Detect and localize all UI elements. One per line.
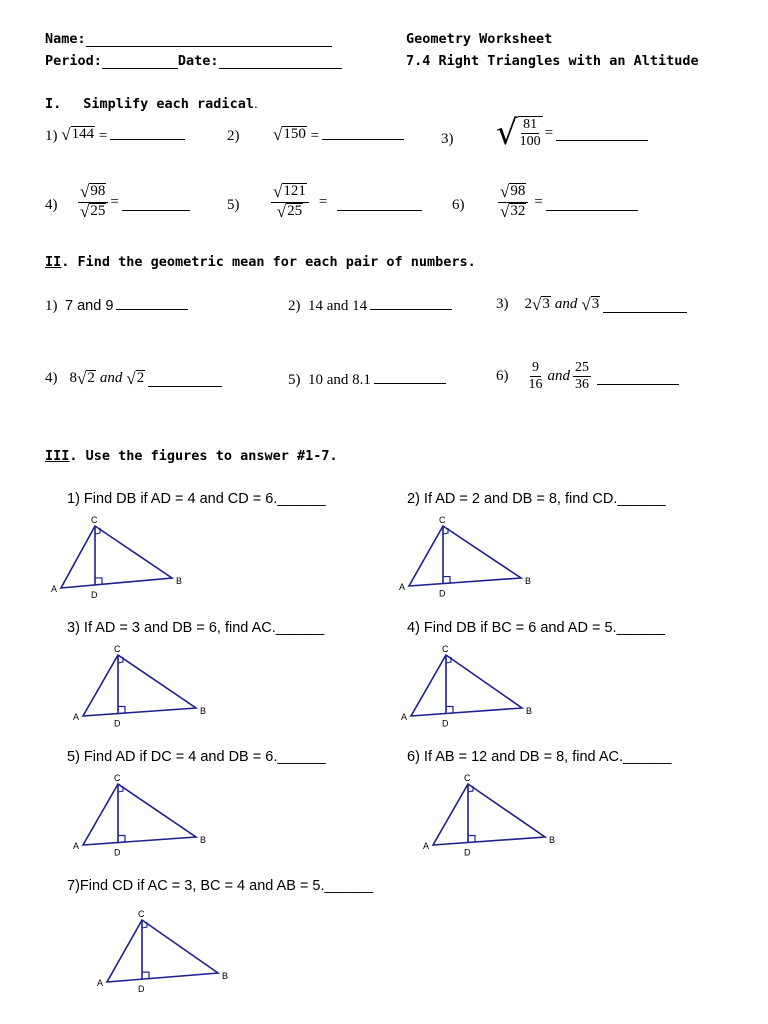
label-a-1: A — [51, 584, 58, 594]
s3-p7-answer-blank[interactable]: ______ — [324, 878, 373, 894]
s3-p3-text: 3) If AD = 3 and DB = 6, find AC. — [67, 620, 276, 636]
worksheet-title: Geometry Worksheet — [406, 31, 553, 47]
s2-p4-coef: 8 — [69, 370, 77, 386]
s2-p6-and: and — [547, 368, 570, 385]
label-a-7: A — [97, 978, 104, 988]
s2-problem-3: 3) 2 √ 3 and √ 3 — [496, 296, 687, 313]
s2-problem-4: 4) 8 √ 2 and √ 2 — [45, 370, 222, 387]
label-b-5: B — [200, 835, 207, 845]
s3-p4-answer-blank[interactable]: ______ — [616, 620, 665, 636]
s2-p5-number: 5) — [288, 372, 301, 388]
equals-sign: = — [544, 124, 554, 141]
s1-p3-number: 3) — [441, 131, 454, 147]
triangle-3 — [83, 655, 196, 716]
s2-p2-number: 2) — [288, 298, 301, 314]
label-c-4: C — [442, 644, 449, 654]
label-d-5: D — [114, 847, 121, 858]
section-1-period: . — [253, 96, 258, 111]
s1-p6-number: 6) — [452, 197, 465, 213]
fraction-sqrt98-sqrt32: √ 98 √ 32 — [498, 183, 528, 222]
label-c-2: C — [439, 515, 446, 525]
triangle-6 — [433, 784, 545, 845]
s3-p1-text: 1) Find DB if AD = 4 and CD = 6. — [67, 491, 278, 507]
s3-p5-text: 5) Find AD if DC = 4 and DB = 6. — [67, 749, 278, 765]
s2-p4-and: and — [99, 370, 123, 386]
s1-p5-number: 5) — [227, 197, 240, 213]
equals-sign: = — [110, 194, 119, 210]
s2-p4-rad-b: 2 — [136, 370, 145, 387]
equals-sign: = — [98, 128, 108, 144]
label-d-4: D — [442, 718, 449, 729]
fraction-sqrt98-sqrt25: √ 98 √ 25 — [78, 183, 108, 222]
s3-p6-text: 6) If AB = 12 and DB = 8, find AC. — [407, 749, 624, 765]
s2-p3-coef: 2 — [524, 296, 532, 312]
label-c-1: C — [91, 515, 98, 525]
s2-p2-text: 14 and 14 — [308, 298, 368, 314]
label-b-6: B — [549, 835, 556, 845]
label-c-5: C — [114, 773, 121, 783]
label-c-3: C — [114, 644, 121, 654]
label-b-7: B — [222, 971, 229, 981]
section-3-numeral: III — [45, 448, 70, 464]
label-b-3: B — [200, 706, 207, 716]
triangle-4 — [411, 655, 522, 716]
fraction-9-16: $\frac{9}{16}$ — [528, 360, 543, 393]
fraction-sqrt121-sqrt25: √ 121 √ 25 — [271, 183, 309, 222]
label-d-2: D — [439, 588, 446, 599]
label-d-7: D — [138, 984, 145, 995]
s2-p4-rad-a: 2 — [87, 370, 95, 387]
section-1-instruction: Simplify each radical — [83, 96, 254, 112]
label-a-6: A — [423, 841, 430, 851]
s3-p1-answer-blank[interactable]: ______ — [277, 491, 326, 507]
s2-p5-text: 10 and 8.1 — [308, 372, 371, 388]
s2-p3-rad-a: 3 — [542, 296, 550, 313]
date-label: Date: — [177, 53, 219, 69]
s2-p1-text: 7 and 9 — [65, 298, 114, 314]
s1-p2-number: 2) — [227, 128, 240, 144]
section-3-instruction: . Use the figures to answer #1-7. — [69, 448, 338, 464]
label-b-2: B — [525, 576, 532, 586]
s1-p4-number: 4) — [45, 197, 58, 213]
label-c-6: C — [464, 773, 471, 783]
s3-p7-text: 7)Find CD if AC = 3, BC = 4 and AB = 5. — [67, 878, 325, 894]
period-label: Period: — [45, 53, 102, 69]
s2-p1-number: 1) — [45, 298, 58, 314]
label-a-5: A — [73, 841, 80, 851]
sqrt-150: √ 150 — [273, 125, 306, 144]
triangle-5 — [83, 784, 196, 845]
label-c-7: C — [138, 909, 145, 919]
section-2-instruction: . Find the geometric mean for each pair of numbers. — [61, 254, 476, 270]
s3-p6-answer-blank[interactable]: ______ — [623, 749, 672, 765]
triangle-1 — [61, 526, 172, 588]
equals-sign: = — [318, 194, 328, 210]
s2-p4-number: 4) — [45, 370, 58, 386]
s3-p2-text: 2) If AD = 2 and DB = 8, find CD. — [407, 491, 618, 507]
fraction-25-36: $\frac{25}{36}$ — [575, 360, 589, 393]
s3-p5-answer-blank[interactable]: ______ — [277, 749, 326, 765]
label-d-6: D — [464, 847, 471, 858]
name-label: Name: — [45, 31, 86, 47]
triangle-2 — [409, 526, 521, 586]
fraction-81-100: $\frac{81}{100}$ — [519, 117, 541, 150]
s2-p3-rad-b: 3 — [591, 296, 600, 313]
worksheet-subtitle: 7.4 Right Triangles with an Altitude — [406, 53, 699, 69]
label-a-3: A — [73, 712, 80, 722]
s3-p4-text: 4) Find DB if BC = 6 and AD = 5. — [407, 620, 617, 636]
label-d-1: D — [91, 589, 98, 600]
triangle-7 — [107, 920, 218, 982]
sqrt-144: √ 144 — [61, 125, 95, 144]
s1-p1-number: 1) — [45, 128, 58, 144]
s2-p3-number: 3) — [496, 296, 509, 312]
s2-p6-number: 6) — [496, 368, 509, 385]
equals-sign: = — [310, 128, 320, 144]
section-2-numeral: II — [45, 254, 62, 270]
label-d-3: D — [114, 718, 121, 729]
label-a-4: A — [401, 712, 408, 722]
label-b-4: B — [526, 706, 533, 716]
equals-sign: = — [534, 194, 543, 210]
label-b-1: B — [176, 576, 183, 586]
section-1-numeral: I. — [45, 96, 62, 112]
s3-p3-answer-blank[interactable]: ______ — [275, 620, 325, 636]
s3-p2-answer-blank[interactable]: ______ — [617, 491, 666, 507]
s2-p3-and: and — [554, 296, 578, 312]
label-a-2: A — [399, 582, 406, 592]
radical-sign-icon: √ — [496, 113, 518, 154]
